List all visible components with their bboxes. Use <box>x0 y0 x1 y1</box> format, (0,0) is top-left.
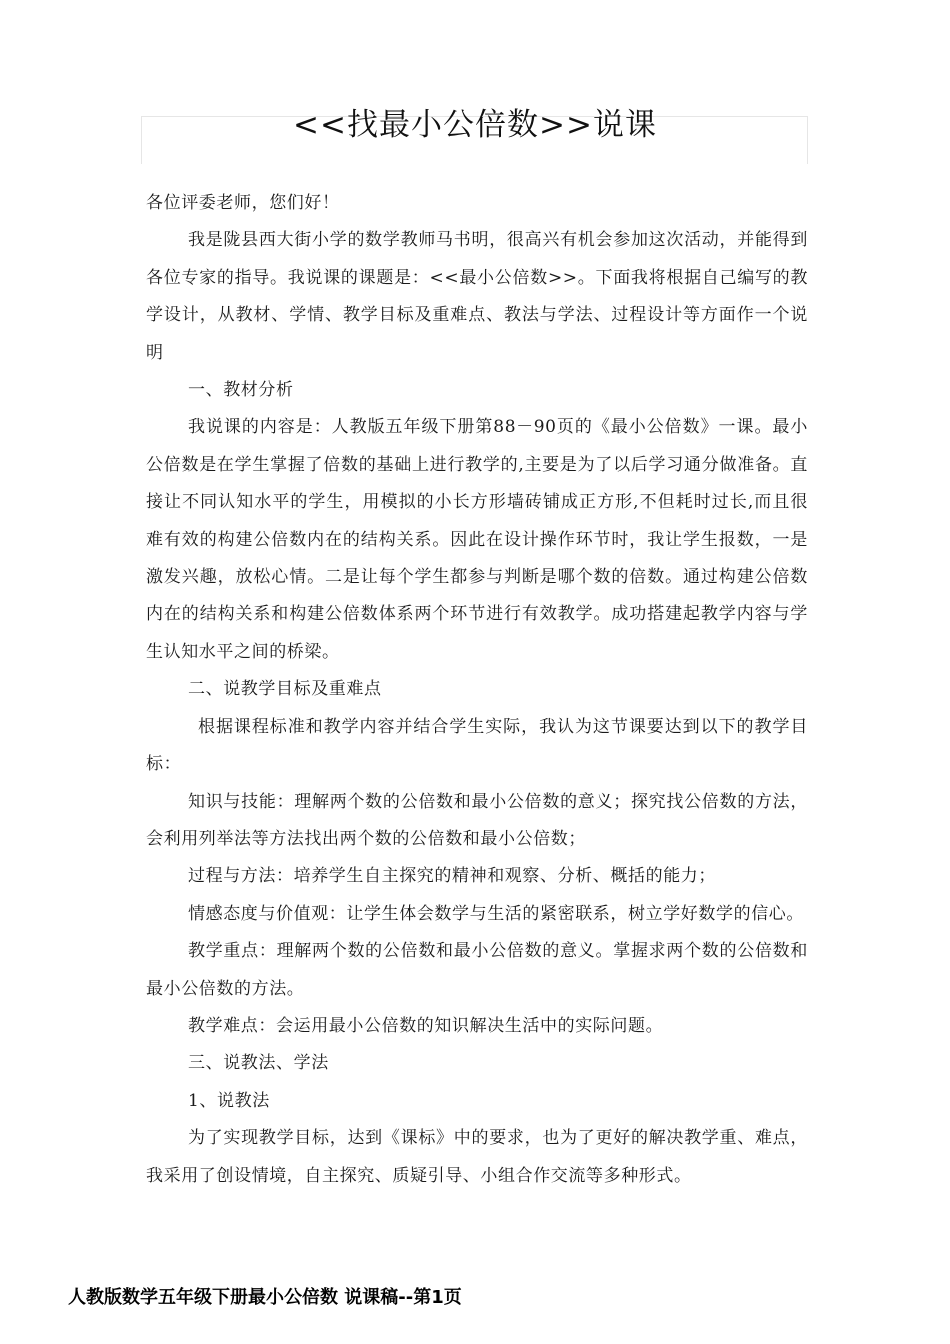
document-body <box>146 185 808 1195</box>
paragraph-goal-knowledge: 知识与技能：理解两个数的公倍数和最小公倍数的意义；探究找公倍数的方法，会利用列举法等方法找出两个数的公倍数和最小公倍数； <box>146 791 808 849</box>
section-heading-1: 一、教材分析 <box>188 380 294 401</box>
paragraph-goal-process: 过程与方法：培养学生自主探究的精神和观察、分析、概括的能力； <box>188 866 716 887</box>
section-heading-3: 三、说教法、学法 <box>188 1053 329 1074</box>
paragraph-intro: 我是陇县西大街小学的数学教师马书明，很高兴有机会参加这次活动，并能得到各位专家的指导。我说课的课题是：<<最小公倍数>>。下面我将根据自己编写的教学设计，从教材、学情、教学目标及重难点、教法与学法、过程设计等方面作一个说明 <box>146 230 808 363</box>
paragraph-difficulty: 教学难点：会运用最小公倍数的知识解决生活中的实际问题。 <box>188 1015 664 1036</box>
paragraph-goal-attitude: 情感态度与价值观：让学生体会数学与生活的紧密联系，树立学好数学的信心。 <box>188 903 804 924</box>
greeting: 各位评委老师，您们好！ <box>146 193 340 213</box>
paragraph-key-point: 教学重点：理解两个数的公倍数和最小公倍数的意义。掌握求两个数的公倍数和最小公倍数的方法。 <box>146 941 808 999</box>
document-title: <<找最小公倍数>>说课 <box>293 107 657 143</box>
paragraph-teaching-method: 为了实现教学目标，达到《课标》中的要求，也为了更好的解决教学重、难点，我采用了创设情境，自主探究、质疑引导、小组合作交流等多种形式。 <box>146 1128 808 1186</box>
paragraph-goals-intro: 根据课程标准和教学内容并结合学生实际，我认为这节课要达到以下的教学目标： <box>146 716 808 775</box>
paragraph-material: 我说课的内容是：人教版五年级下册第88－90页的《最小公倍数》一课。最小公倍数是在学生掌握了倍数的基础上进行教学的,主要是为了以后学习通分做准备。直接让不同认知水平的学生，用模拟的小长方形墙砖铺成正方形,不但耗时过长,而且很难有效的构建公倍数内在的结构关系。因此在设计操作环节时，我让学生报数，一是激发兴趣，放松心情。二是让每个学生都参与判断是哪个数的倍数。通过构建公倍数内在的结构关系和构建公倍数体系两个环节进行有效教学。成功搭建起教学内容与学生认知水平之间的桥梁。 <box>146 417 808 662</box>
page-footer: 人教版数学五年级下册最小公倍数 说课稿--第1页 <box>68 1287 462 1308</box>
section-heading-2: 二、说教学目标及重难点 <box>188 679 382 700</box>
subsection-heading-teaching: 1、说教法 <box>188 1090 270 1111</box>
